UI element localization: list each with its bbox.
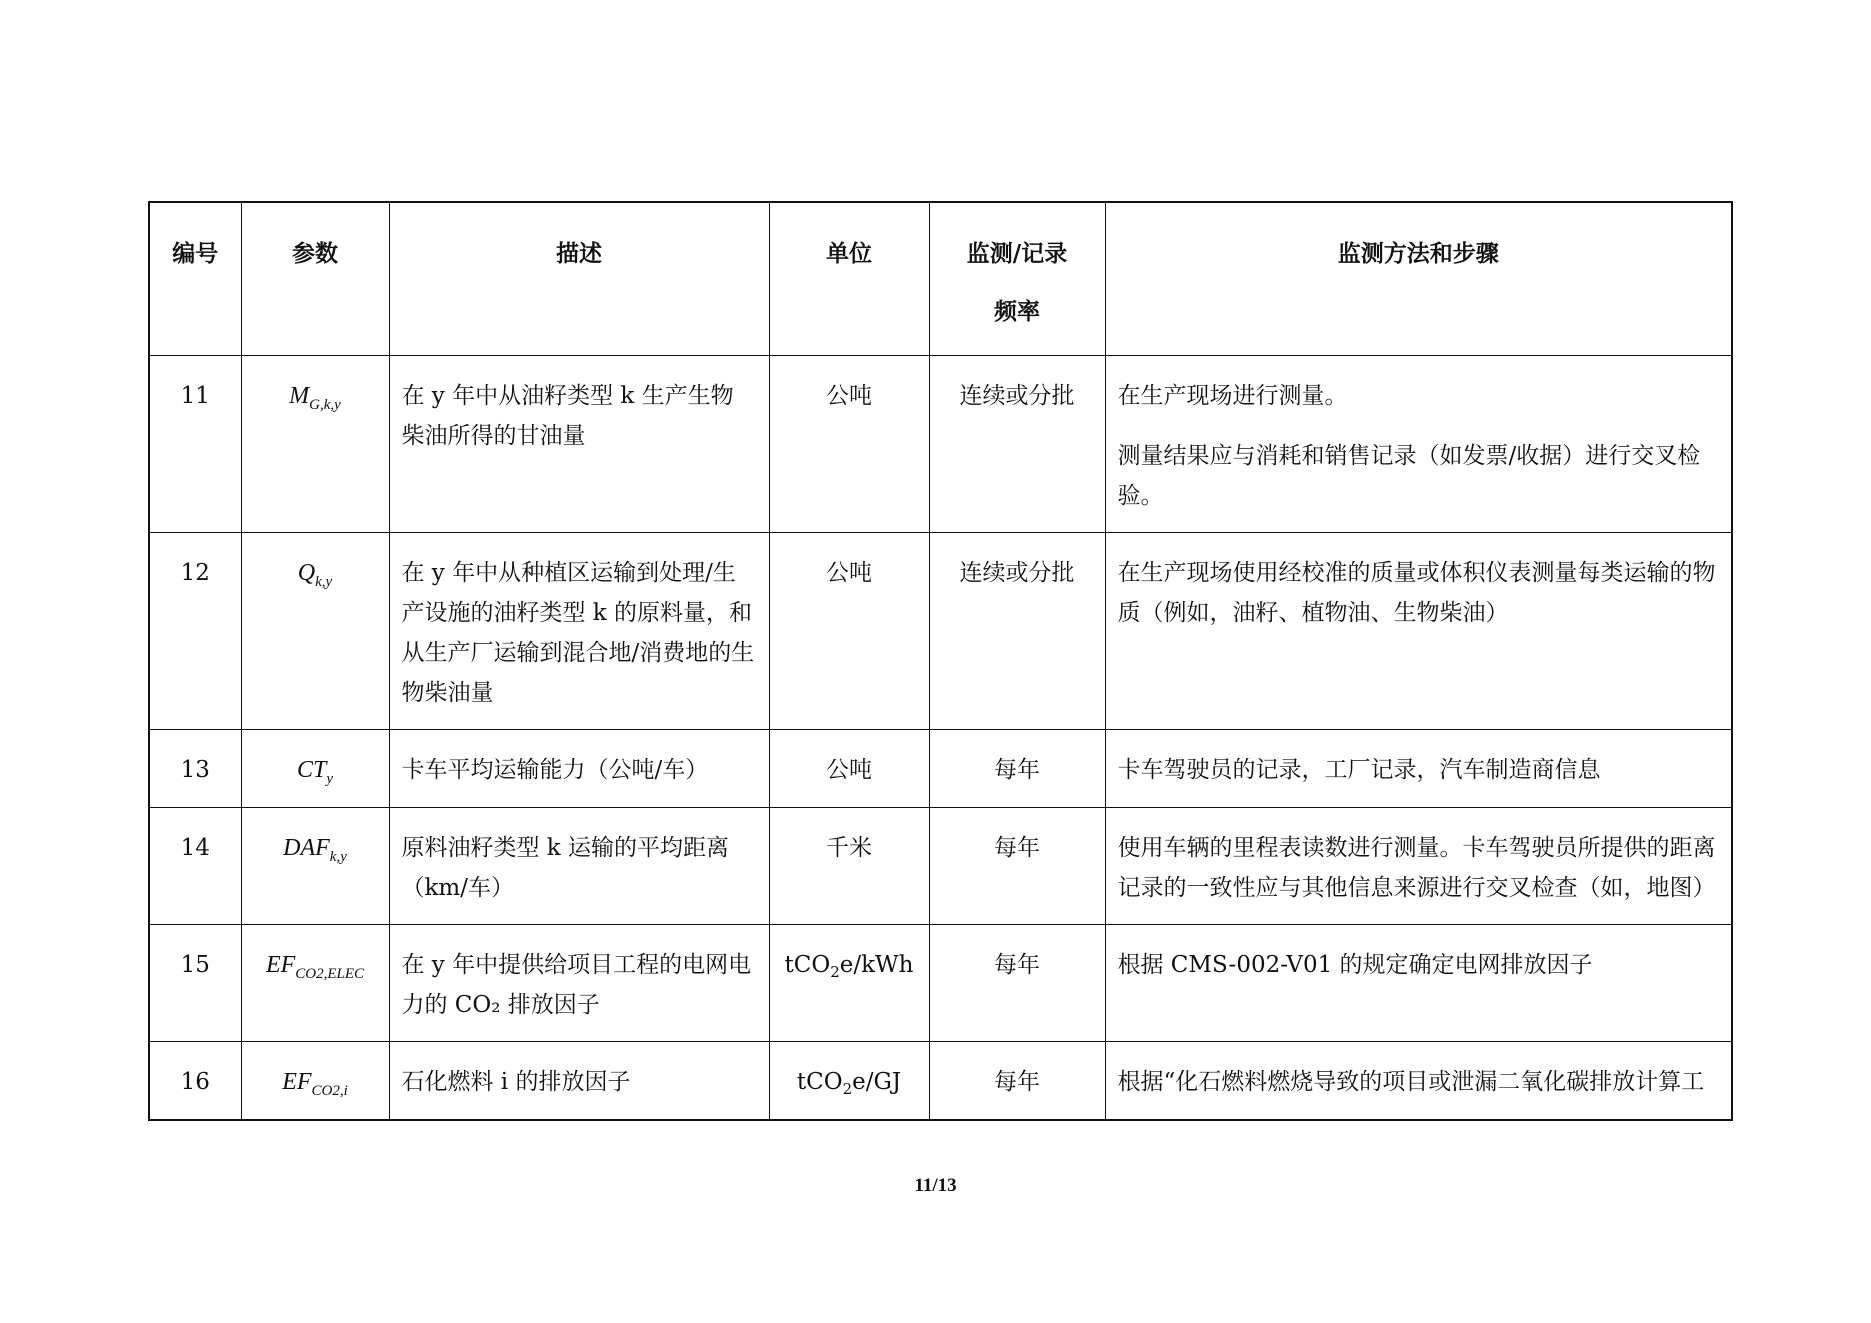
parameter-symbol [297, 560, 333, 590]
parameter-symbol-main: M [289, 383, 310, 409]
cell-number-text: 16 [180, 1069, 210, 1095]
monitoring-parameter-table [148, 201, 1733, 1121]
header-frequency-label-line1: 监测/记录 [966, 240, 1068, 267]
method-paragraph: 根据“化石燃料燃烧导致的项目或泄漏二氧化碳排放计算工 [1117, 1069, 1705, 1095]
method-paragraph: 使用车辆的里程表读数进行测量。卡车驾驶员所提供的距离记录的一致性应与其他信息来源进行交叉检查（如，地图） [1117, 835, 1716, 901]
header-number-label: 编号 [172, 240, 219, 267]
page-number: 11/13 [914, 1175, 957, 1196]
cell-description [389, 808, 769, 925]
cell-parameter [241, 1042, 389, 1120]
cell-frequency [929, 808, 1105, 925]
cell-unit [769, 925, 929, 1042]
cell-number-text: 15 [180, 952, 210, 978]
unit-text [784, 952, 914, 981]
header-description-label: 描述 [556, 240, 602, 267]
cell-frequency-text: 每年 [994, 757, 1040, 783]
cell-number-text: 14 [180, 835, 210, 861]
parameter-symbol-main: CT [296, 757, 327, 783]
unit-text [826, 560, 872, 586]
parameter-symbol-main: EF [265, 952, 296, 978]
cell-method [1105, 730, 1732, 808]
cell-description [389, 925, 769, 1042]
unit-text [826, 757, 872, 783]
cell-number-text: 13 [180, 757, 210, 783]
unit-text [796, 1069, 902, 1098]
header-parameter-label: 参数 [292, 240, 338, 267]
cell-description [389, 1042, 769, 1120]
table-row [149, 925, 1732, 1042]
cell-method [1105, 1042, 1732, 1120]
unit-main: tCO [796, 1069, 843, 1095]
unit-text [826, 383, 872, 409]
cell-number-text: 12 [180, 560, 210, 586]
cell-description-text: 在 y 年中提供给项目工程的电网电力的 CO₂ 排放因子 [401, 952, 752, 1018]
cell-description-text: 原料油籽类型 k 运输的平均距离（km/车） [401, 835, 730, 901]
cell-parameter [241, 533, 389, 730]
parameter-symbol-subscript: CO2,ELEC [295, 966, 365, 982]
header-description [389, 202, 769, 356]
method-paragraph: 卡车驾驶员的记录，工厂记录，汽车制造商信息 [1117, 757, 1601, 783]
parameter-symbol-subscript: y [326, 771, 334, 787]
parameter-symbol-subscript: G,k,y [309, 397, 341, 413]
parameter-symbol-subscript: k,y [329, 849, 347, 865]
parameter-symbol [283, 835, 347, 865]
cell-parameter [241, 808, 389, 925]
header-parameter [241, 202, 389, 356]
cell-method [1105, 925, 1732, 1042]
parameter-symbol [296, 757, 334, 787]
table-row [149, 808, 1732, 925]
unit-main: tCO [784, 952, 831, 978]
unit-subscript: 2 [842, 1080, 853, 1098]
parameter-symbol-subscript: CO2,i [311, 1083, 348, 1099]
cell-description-text: 卡车平均运输能力（公吨/车） [401, 757, 709, 783]
cell-parameter [241, 730, 389, 808]
cell-method [1105, 533, 1732, 730]
table-header-row [149, 202, 1732, 356]
unit-subscript: 2 [830, 963, 840, 981]
cell-number [149, 1042, 241, 1120]
cell-frequency-text: 连续或分批 [959, 383, 1075, 409]
method-paragraph: 测量结果应与消耗和销售记录（如发票/收据）进行交叉检验。 [1117, 443, 1701, 509]
cell-frequency-text: 每年 [994, 952, 1040, 978]
cell-frequency-text: 连续或分批 [959, 560, 1075, 586]
cell-method [1105, 808, 1732, 925]
parameter-symbol-main: DAF [283, 835, 330, 861]
cell-parameter [241, 925, 389, 1042]
parameter-symbol-subscript: k,y [315, 574, 333, 590]
method-paragraph: 在生产现场进行测量。 [1117, 383, 1348, 409]
header-method-label: 监测方法和步骤 [1337, 240, 1499, 267]
parameter-symbol [265, 952, 365, 982]
header-method [1105, 202, 1732, 356]
cell-unit [769, 808, 929, 925]
unit-tail: e/GJ [852, 1069, 902, 1095]
cell-number [149, 730, 241, 808]
table-row [149, 533, 1732, 730]
unit-main: 公吨 [826, 757, 872, 783]
method-paragraph: 在生产现场使用经校准的质量或体积仪表测量每类运输的物质（例如，油籽、植物油、生物柴油） [1117, 560, 1716, 626]
parameter-symbol-main: Q [297, 560, 316, 586]
cell-unit [769, 1042, 929, 1120]
cell-frequency [929, 533, 1105, 730]
cell-number [149, 533, 241, 730]
cell-unit [769, 730, 929, 808]
cell-description-text: 石化燃料 i 的排放因子 [401, 1069, 631, 1095]
parameter-symbol [289, 383, 341, 413]
cell-unit [769, 356, 929, 533]
cell-number-text: 11 [180, 383, 210, 409]
cell-parameter [241, 356, 389, 533]
header-unit-label: 单位 [826, 240, 872, 267]
parameter-symbol-main: EF [282, 1069, 312, 1095]
cell-description-text: 在 y 年中从油籽类型 k 生产生物柴油所得的甘油量 [401, 383, 734, 449]
cell-number [149, 808, 241, 925]
cell-number [149, 356, 241, 533]
unit-main: 千米 [826, 835, 872, 861]
parameter-symbol [282, 1069, 348, 1099]
table-body [149, 356, 1732, 1120]
unit-main: 公吨 [826, 560, 872, 586]
cell-method [1105, 356, 1732, 533]
header-frequency [929, 202, 1105, 356]
cell-description [389, 356, 769, 533]
table-row [149, 1042, 1732, 1120]
cell-unit [769, 533, 929, 730]
cell-description-text: 在 y 年中从种植区运输到处理/生产设施的油籽类型 k 的原料量，和从生产厂运输到混合地/消费地的生物柴油量 [401, 560, 755, 706]
method-paragraph: 根据 CMS-002-V01 的规定确定电网排放因子 [1117, 952, 1593, 978]
cell-frequency [929, 356, 1105, 533]
unit-text [826, 835, 872, 861]
cell-frequency-text: 每年 [994, 1069, 1040, 1095]
header-unit [769, 202, 929, 356]
header-frequency-label-line2: 频率 [994, 298, 1040, 325]
cell-frequency [929, 925, 1105, 1042]
cell-frequency-text: 每年 [994, 835, 1040, 861]
unit-main: 公吨 [826, 383, 872, 409]
header-number [149, 202, 241, 356]
cell-description [389, 730, 769, 808]
cell-frequency [929, 730, 1105, 808]
unit-tail: e/kWh [839, 952, 914, 978]
cell-frequency [929, 1042, 1105, 1120]
table-row [149, 356, 1732, 533]
table-row [149, 730, 1732, 808]
cell-number [149, 925, 241, 1042]
cell-description [389, 533, 769, 730]
